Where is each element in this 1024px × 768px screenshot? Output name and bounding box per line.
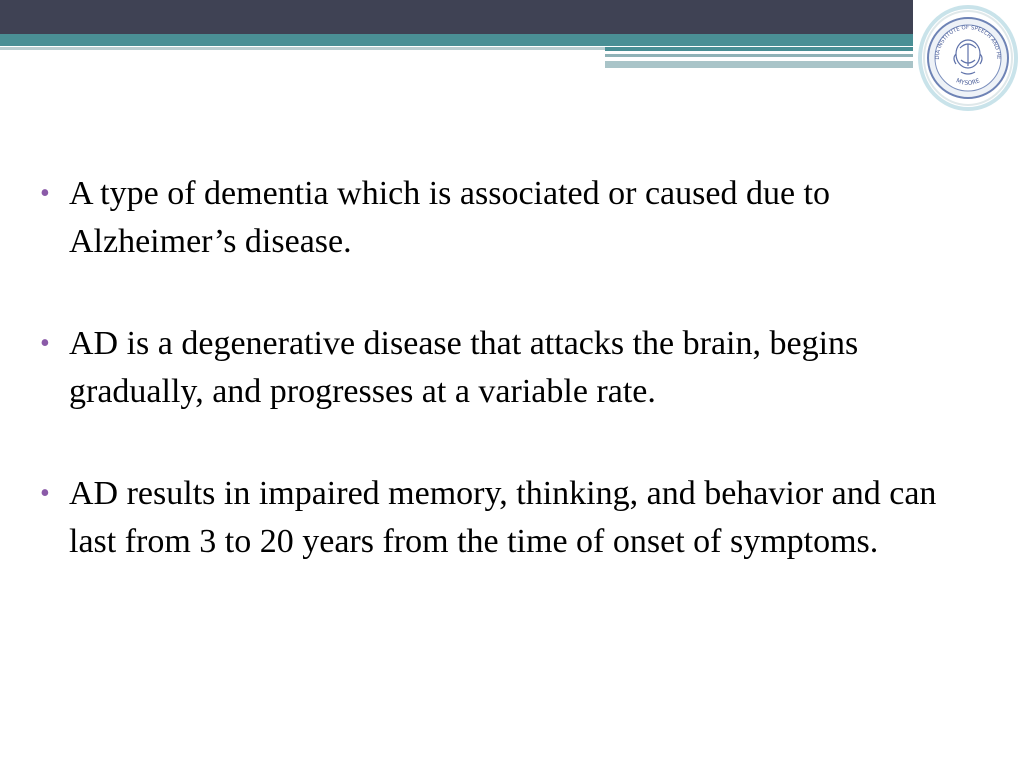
bullet-icon: • (40, 178, 50, 209)
bullet-text: A type of dementia which is associated or caused due to Alzheimer’s disease. (69, 175, 830, 260)
bullet-item (40, 320, 980, 416)
header-teal-band (0, 34, 913, 46)
svg-text:ALL INDIA INSTITUTE OF SPEECH: DIA INSTITUTE OF SPEECH AND HE (934, 24, 1002, 60)
bullet-icon: • (40, 328, 50, 359)
svg-text:MYSORE: MYSORE (954, 77, 982, 87)
bullet-item (40, 170, 980, 266)
header-dark-bar (0, 0, 913, 34)
bullet-text: AD results in impaired memory, thinking, and behavior and can last from 3 to 20 years from the time of onset of symptoms. (69, 475, 937, 560)
header-thin-line (605, 61, 913, 68)
institute-seal-logo (917, 4, 1019, 112)
bullet-list (40, 170, 980, 620)
bullet-icon: • (40, 478, 50, 509)
bullet-item (40, 470, 980, 566)
header-thin-line (605, 47, 913, 51)
header-thin-line (605, 54, 913, 57)
header-thin-line (0, 47, 605, 50)
bullet-text: AD is a degenerative disease that attacks the brain, begins gradually, and progresses at a variable rate. (69, 325, 859, 410)
